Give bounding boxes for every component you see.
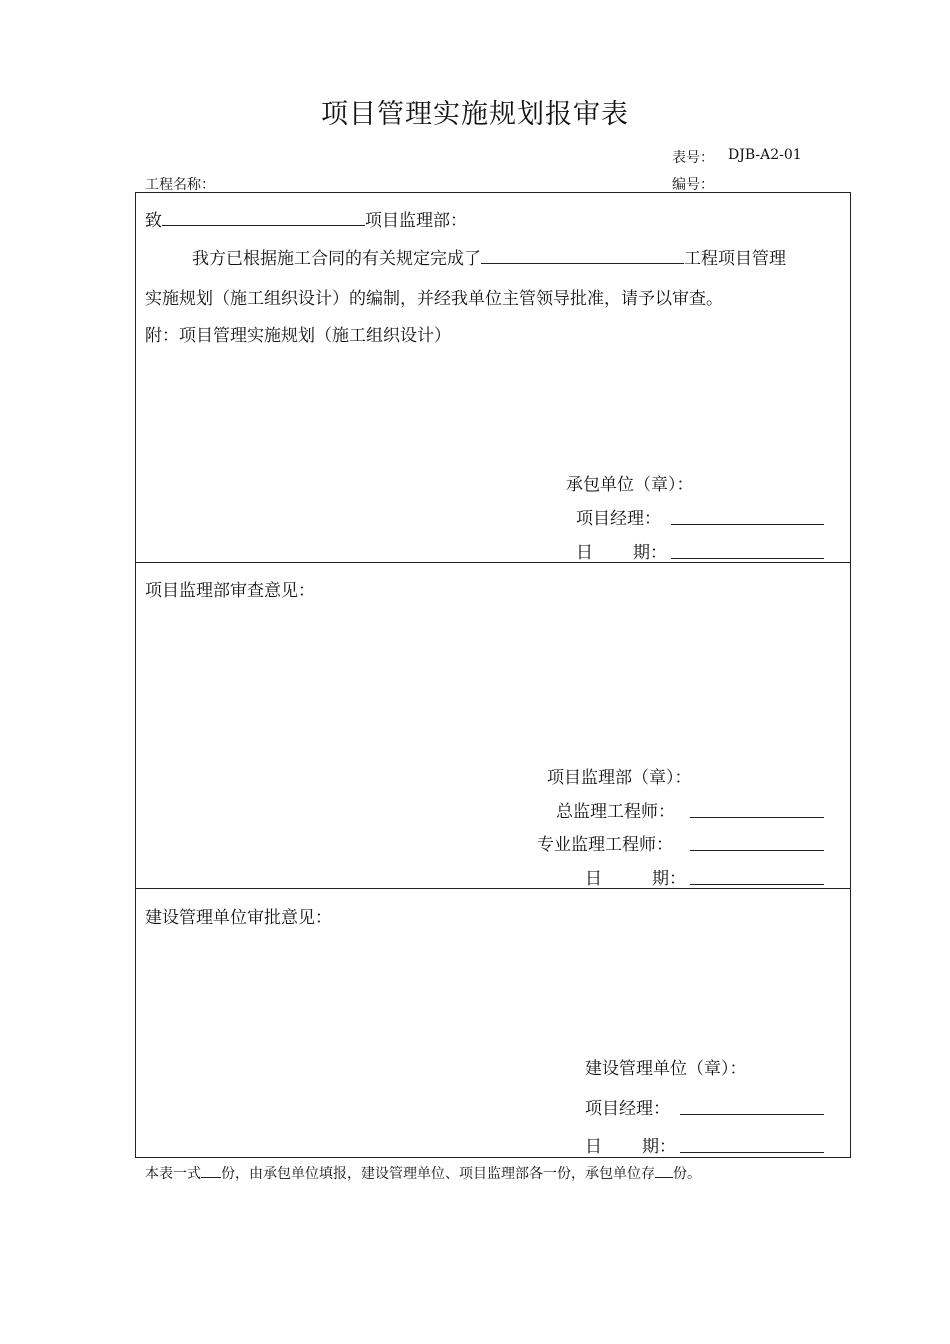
copies-blank[interactable] xyxy=(201,1164,221,1178)
owner-date-b: 期： xyxy=(642,1137,676,1157)
specialist-engineer-blank[interactable] xyxy=(690,834,824,851)
chief-engineer-label: 总监理工程师： xyxy=(556,802,675,822)
to-prefix: 致 xyxy=(145,211,162,231)
owner-date-blank[interactable] xyxy=(680,1136,824,1153)
contractor-copies-blank[interactable] xyxy=(655,1164,673,1178)
owner-seal-label: 建设管理单位（章）： xyxy=(585,1059,747,1079)
addressee-line xyxy=(145,206,467,231)
supervision-date-a: 日 xyxy=(585,869,602,889)
project-name-label: 工程名称： xyxy=(145,177,215,193)
contractor-pm-label: 项目经理： xyxy=(576,509,661,529)
owner-date-a: 日 xyxy=(585,1137,602,1157)
owner-approval-heading: 建设管理单位审批意见： xyxy=(145,908,332,928)
supervision-seal-label: 项目监理部（章）： xyxy=(547,768,692,788)
supervision-date-blank[interactable] xyxy=(690,868,824,885)
owner-pm-blank[interactable] xyxy=(680,1098,824,1115)
footer-part-3: 份。 xyxy=(673,1166,701,1182)
serial-number-label: 编号： xyxy=(672,177,714,193)
form-number-value: DJB-A2-01 xyxy=(728,147,802,163)
contractor-date-b: 期： xyxy=(633,543,667,563)
project-name-blank[interactable] xyxy=(481,247,684,264)
body-line-1 xyxy=(192,244,786,269)
body-line-2: 实施规划（施工组织设计）的编制，并经我单位主管领导批准，请予以审查。 xyxy=(145,289,723,309)
owner-pm-label: 项目经理： xyxy=(585,1099,670,1119)
supervision-opinion-heading: 项目监理部审查意见： xyxy=(145,581,315,601)
contractor-date-blank[interactable] xyxy=(671,542,824,559)
footer-part-2: 份，由承包单位填报，建设管理单位、项目监理部各一份，承包单位存 xyxy=(221,1166,655,1182)
contractor-seal-label: 承包单位（章）： xyxy=(566,475,694,495)
body-line-1-suffix: 工程项目管理 xyxy=(684,249,786,269)
footer-note xyxy=(145,1163,701,1183)
to-suffix: 项目监理部： xyxy=(365,211,467,231)
attachment-line: 附：项目管理实施规划（施工组织设计） xyxy=(145,326,451,346)
body-line-1-prefix: 我方已根据施工合同的有关规定完成了 xyxy=(192,249,481,269)
form-title: 项目管理实施规划报审表 xyxy=(321,99,629,130)
contractor-pm-blank[interactable] xyxy=(671,508,824,525)
specialist-engineer-label: 专业监理工程师： xyxy=(537,835,673,855)
contractor-date-a: 日 xyxy=(576,543,593,563)
chief-engineer-blank[interactable] xyxy=(690,801,824,818)
supervision-date-b: 期： xyxy=(652,869,686,889)
footer-part-1: 本表一式 xyxy=(145,1166,201,1182)
form-number-label: 表号： xyxy=(672,150,714,166)
supervision-dept-blank[interactable] xyxy=(162,209,365,226)
